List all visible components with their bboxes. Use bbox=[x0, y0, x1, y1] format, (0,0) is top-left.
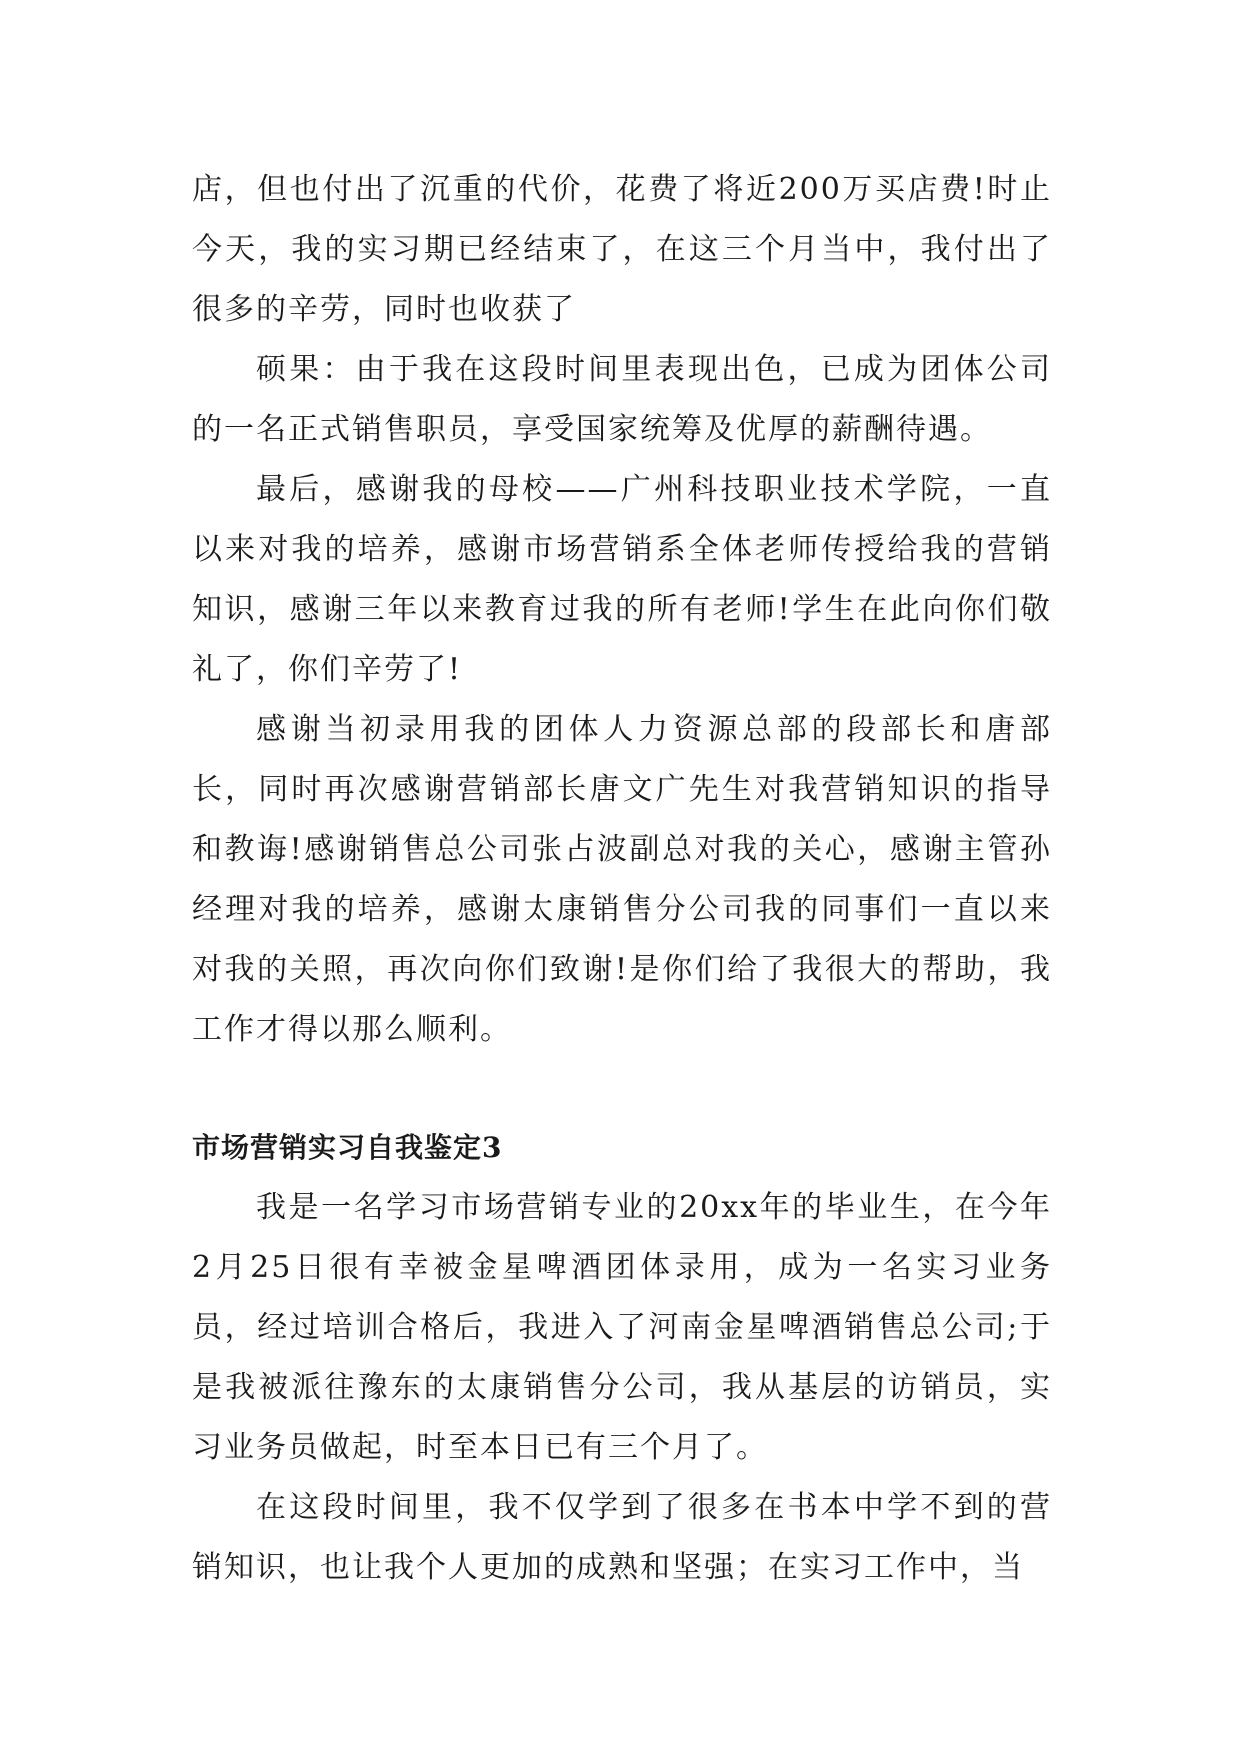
paragraph-learning: 在这段时间里，我不仅学到了很多在书本中学不到的营销知识，也让我个人更加的成熟和坚强；在实习工作中，当 bbox=[192, 1490, 1052, 1585]
document-body bbox=[192, 160, 1052, 1598]
paragraph-thanks-colleagues: 感谢当初录用我的团体人力资源总部的段部长和唐部长，同时再次感谢营销部长唐文广先生对我营销知识的指导和教诲!感谢销售总公司张占波副总对我的关心，感谢主管孙经理对我的培养，感谢太康销售分公司我的同事们一直以来对我的关照，再次向你们致谢!是你们给了我很大的帮助，我工作才得以那么顺利。 bbox=[192, 712, 1052, 1047]
paragraph-result: 硕果：由于我在这段时间里表现出色，已成为团体公司的一名正式销售职员，享受国家统筹及优厚的薪酬待遇。 bbox=[192, 352, 1052, 447]
paragraph-thanks-school: 最后，感谢我的母校——广州科技职业技术学院，一直以来对我的培养，感谢市场营销系全体老师传授给我的营销知识，感谢三年以来教育过我的所有老师!学生在此向你们敬礼了，你们辛劳了! bbox=[192, 472, 1052, 687]
paragraph-introduction: 我是一名学习市场营销专业的20xx年的毕业生，在今年2月25日很有幸被金星啤酒团体录用，成为一名实习业务员，经过培训合格后，我进入了河南金星啤酒销售总公司;于是我被派往豫东的太康销售分公司，我从基层的访销员，实习业务员做起，时至本日已有三个月了。 bbox=[192, 1190, 1052, 1465]
paragraph-continued: 店，但也付出了沉重的代价，花费了将近200万买店费!时止今天，我的实习期已经结束了，在这三个月当中，我付出了很多的辛劳，同时也收获了 bbox=[192, 172, 1052, 327]
section-heading: 市场营销实习自我鉴定3 bbox=[192, 1131, 503, 1164]
